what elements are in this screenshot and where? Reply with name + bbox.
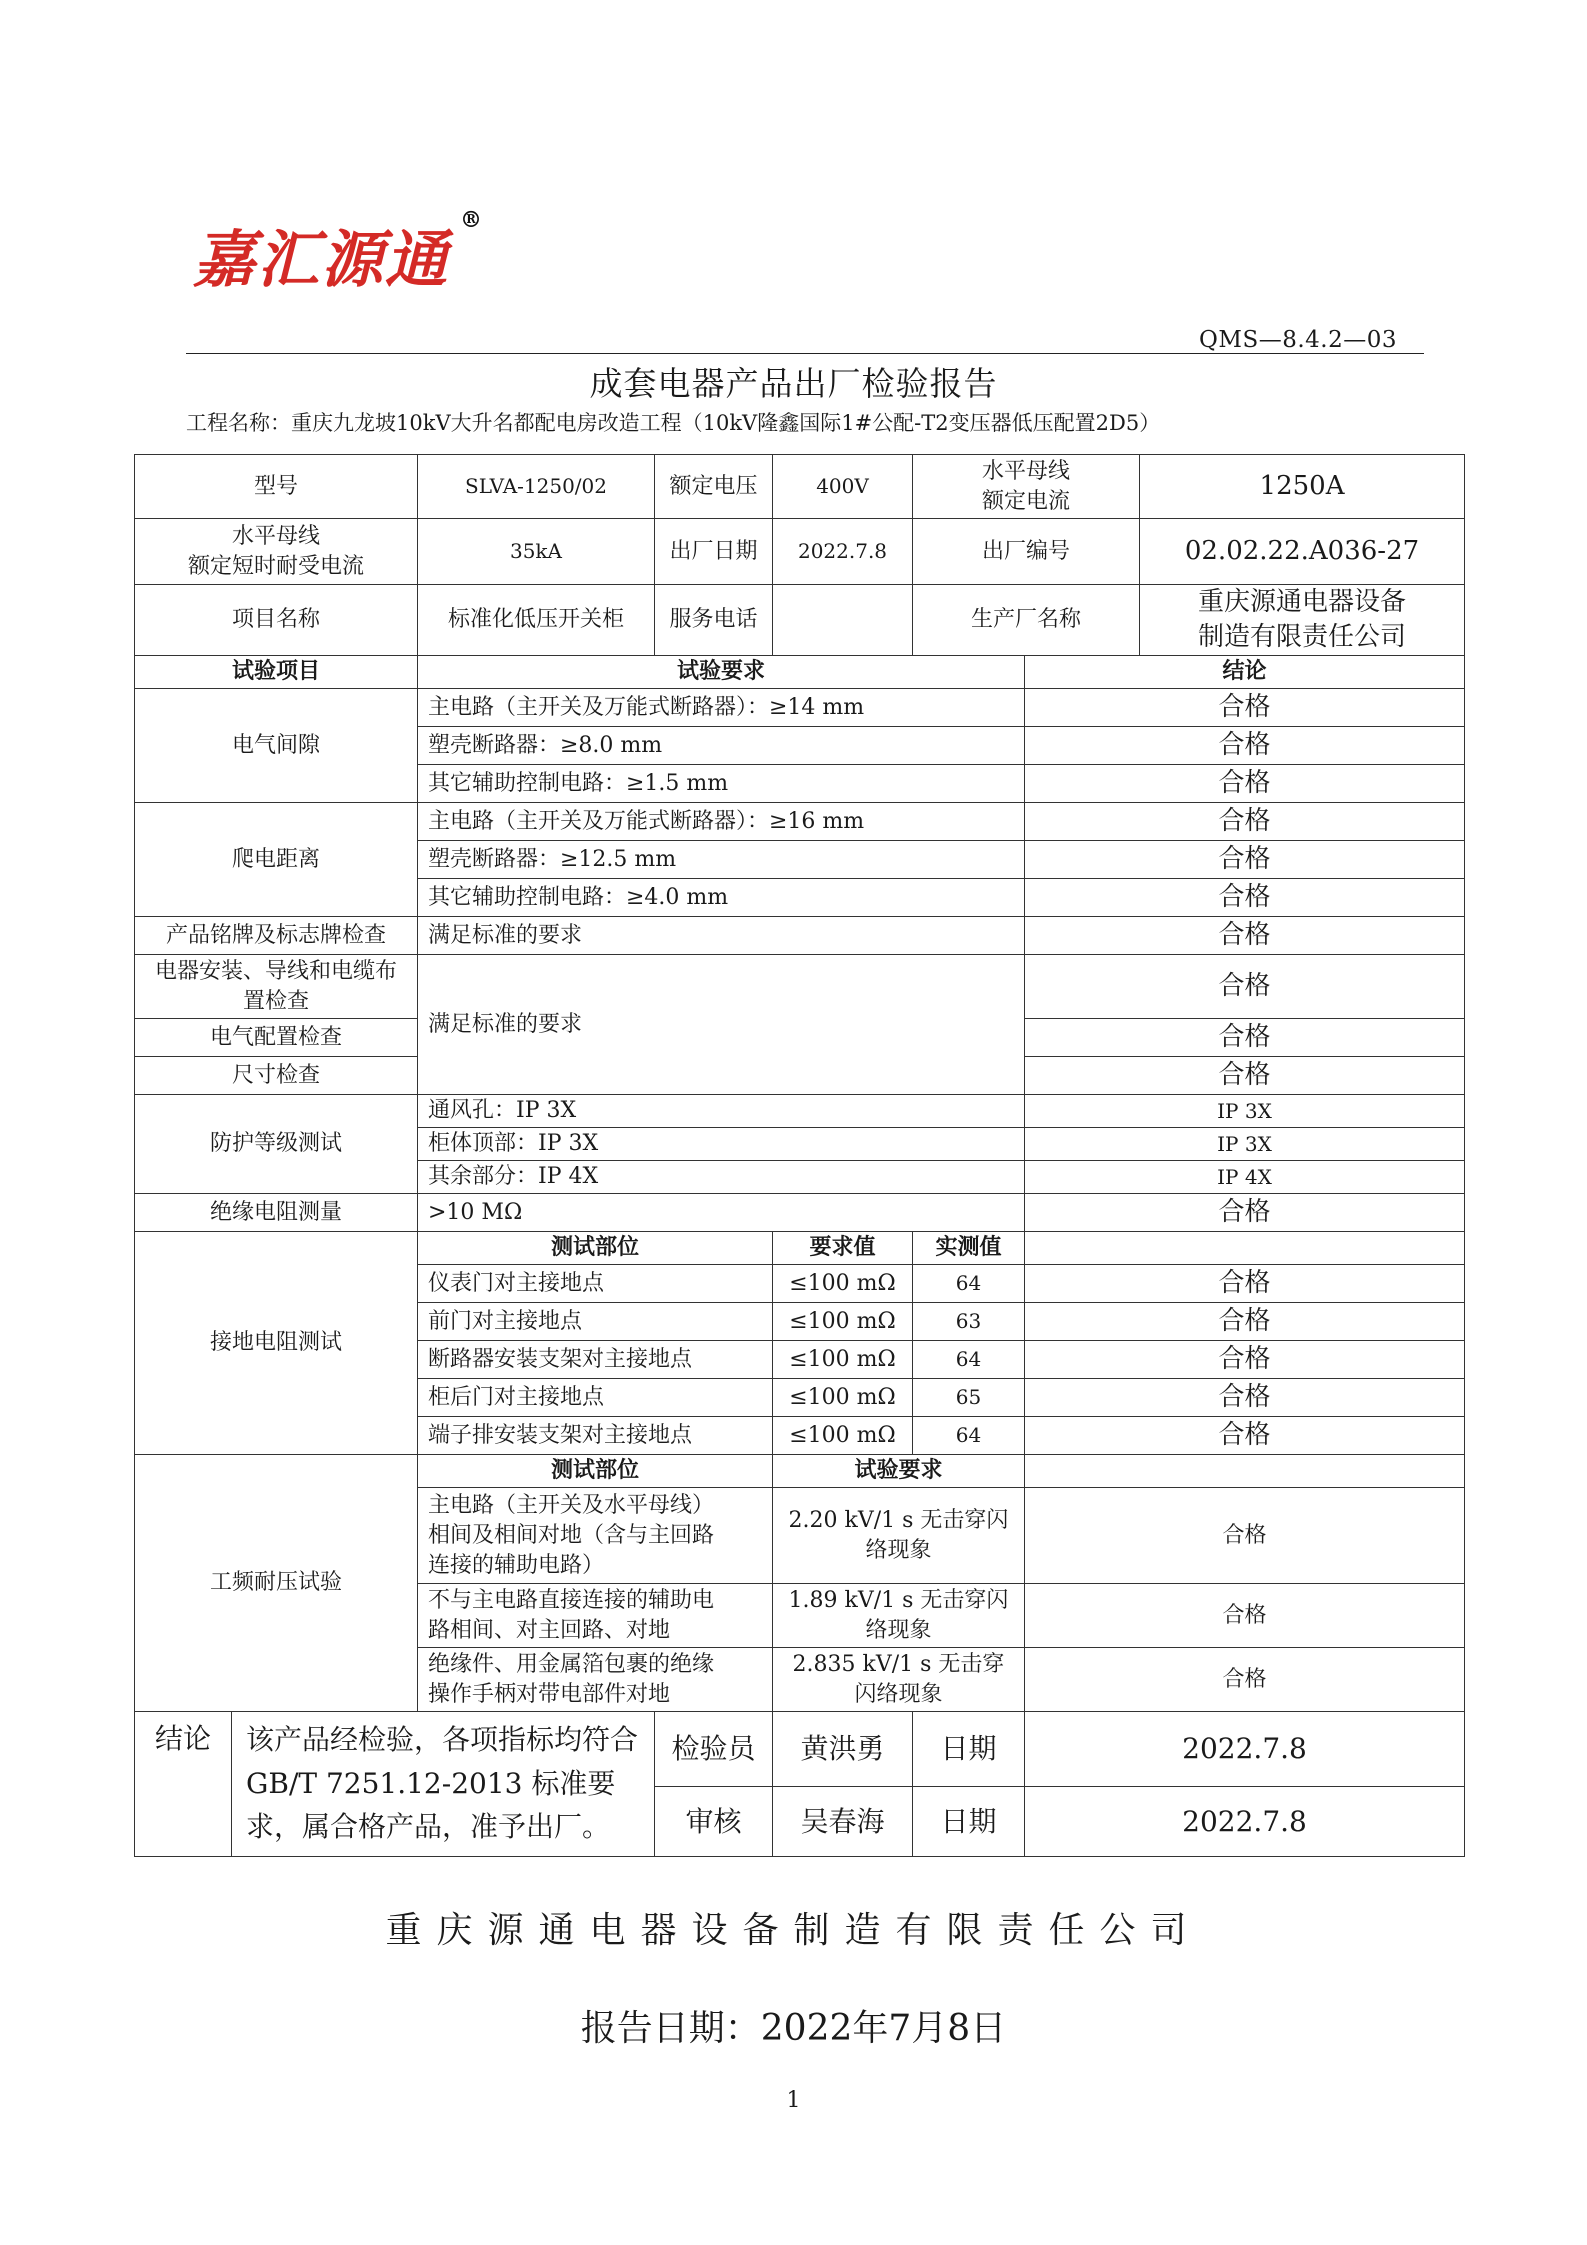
busbar-current-label (913, 455, 1140, 519)
creepage-label: 爬电距离 (135, 803, 418, 917)
grounding-part: 端子排安装支架对主接地点 (418, 1417, 773, 1455)
withstand-part-line: 主电路（主开关及水平母线） (428, 1493, 715, 1519)
grounding-part: 柜后门对主接地点 (418, 1379, 773, 1417)
creepage-result: 合格 (1025, 803, 1465, 841)
busbar-current-label-line1: 水平母线 (982, 458, 1071, 484)
withstand-part (418, 1584, 773, 1648)
withstand-req: 1.89 kV/1 s 无击穿闪络现象 (773, 1584, 1025, 1648)
creepage-result: 合格 (1025, 841, 1465, 879)
grounding-col-blank (1025, 1232, 1465, 1265)
ip-req: 通风孔：IP 3X (418, 1095, 1025, 1128)
withstand-label: 工频耐压试验 (135, 1455, 418, 1712)
factory-date-label: 出厂日期 (655, 519, 773, 585)
inspection-date: 2022.7.8 (1025, 1712, 1465, 1787)
header-test-item: 试验项目 (135, 656, 418, 689)
grounding-meas: 65 (913, 1379, 1025, 1417)
insulation-result: 合格 (1025, 1194, 1465, 1232)
maker-value-line1: 重庆源通电器设备 (1198, 587, 1407, 617)
withstand-result: 合格 (1025, 1584, 1465, 1648)
grounding-req: ≤100 mΩ (773, 1265, 913, 1303)
grounding-part: 仪表门对主接地点 (418, 1265, 773, 1303)
creepage-req: 其它辅助控制电路：≥4.0 mm (418, 879, 1025, 917)
shorttime-label-line1: 水平母线 (231, 523, 320, 549)
clearance-req: 塑壳断路器：≥8.0 mm (418, 727, 1025, 765)
document-code: QMS—8.4.2—03 (1199, 327, 1397, 353)
nameplate-result: 合格 (1025, 917, 1465, 955)
grounding-part: 断路器安装支架对主接地点 (418, 1341, 773, 1379)
install-label-line1: 电器安装、导线和电缆布 (154, 959, 397, 984)
clearance-label: 电气间隙 (135, 689, 418, 803)
voltage-value: 400V (773, 455, 913, 519)
nameplate-req: 满足标准的要求 (418, 917, 1025, 955)
dimension-label: 尺寸检查 (135, 1057, 418, 1095)
insulation-req: >10 MΩ (418, 1194, 1025, 1232)
grounding-col-part: 测试部位 (418, 1232, 773, 1265)
maker-value (1140, 585, 1465, 656)
inspector-name: 黄洪勇 (773, 1712, 913, 1787)
grounding-meas: 64 (913, 1265, 1025, 1303)
logo-text: 嘉汇源通 (193, 223, 450, 296)
clearance-result: 合格 (1025, 727, 1465, 765)
creepage-req: 塑壳断路器：≥12.5 mm (418, 841, 1025, 879)
withstand-part-line: 相间及相间对地（含与主回路 (428, 1522, 715, 1548)
registered-mark: ® (460, 207, 482, 233)
creepage-req: 主电路（主开关及万能式断路器）：≥16 mm (418, 803, 1025, 841)
withstand-part-line: 操作手柄对带电部件对地 (428, 1681, 671, 1707)
serial-label: 出厂编号 (913, 519, 1140, 585)
conclusion-label: 结论 (135, 1712, 232, 1856)
ip-label: 防护等级测试 (135, 1095, 418, 1194)
conclusion-block (135, 1712, 655, 1857)
withstand-req: 2.835 kV/1 s 无击穿闪络现象 (773, 1648, 1025, 1712)
report-date: 报告日期：2022年7月8日 (580, 2008, 1007, 2049)
voltage-label: 额定电压 (655, 455, 773, 519)
shorttime-label-line2: 额定短时耐受电流 (187, 553, 364, 579)
install-req: 满足标准的要求 (418, 955, 1025, 1095)
ip-result: IP 3X (1025, 1128, 1465, 1161)
install-result: 合格 (1025, 955, 1465, 1019)
grounding-result: 合格 (1025, 1417, 1465, 1455)
withstand-col-blank (1025, 1455, 1465, 1488)
withstand-result: 合格 (1025, 1648, 1465, 1712)
reviewer-label: 审核 (655, 1786, 773, 1857)
factory-date-value: 2022.7.8 (773, 519, 913, 585)
grounding-result: 合格 (1025, 1341, 1465, 1379)
withstand-req: 2.20 kV/1 s 无击穿闪络现象 (773, 1488, 1025, 1584)
grounding-req: ≤100 mΩ (773, 1417, 913, 1455)
footer-company: 重庆源通电器设备制造有限责任公司 (385, 1910, 1202, 1951)
config-result: 合格 (1025, 1019, 1465, 1057)
withstand-result: 合格 (1025, 1488, 1465, 1584)
install-label-line2: 置检查 (242, 988, 309, 1014)
inspector-label: 检验员 (655, 1712, 773, 1787)
serial-value: 02.02.22.A036-27 (1140, 519, 1465, 585)
report-title: 成套电器产品出厂检验报告 (589, 364, 998, 403)
project-name: 工程名称：重庆九龙坡10kV大升名都配电房改造工程（10kV隆鑫国际1#公配-T2变压器低压配置2D5） (186, 411, 1161, 435)
clearance-req: 其它辅助控制电路：≥1.5 mm (418, 765, 1025, 803)
project-item-value: 标准化低压开关柜 (418, 585, 655, 656)
install-label (135, 955, 418, 1019)
insulation-label: 绝缘电阻测量 (135, 1194, 418, 1232)
shorttime-value: 35kA (418, 519, 655, 585)
maker-label: 生产厂名称 (913, 585, 1140, 656)
header-result: 结论 (1025, 656, 1465, 689)
config-label: 电气配置检查 (135, 1019, 418, 1057)
reviewer-name: 吴春海 (773, 1786, 913, 1857)
grounding-result: 合格 (1025, 1265, 1465, 1303)
review-date-label: 日期 (913, 1786, 1025, 1857)
grounding-col-req: 要求值 (773, 1232, 913, 1265)
withstand-part (418, 1648, 773, 1712)
project-item-label: 项目名称 (135, 585, 418, 656)
page-number: 1 (786, 2088, 801, 2113)
review-date: 2022.7.8 (1025, 1786, 1465, 1857)
ip-req: 柜体顶部：IP 3X (418, 1128, 1025, 1161)
ip-result: IP 4X (1025, 1161, 1465, 1194)
header-rule (186, 353, 1424, 354)
grounding-result: 合格 (1025, 1379, 1465, 1417)
withstand-col-part: 测试部位 (418, 1455, 773, 1488)
grounding-label: 接地电阻测试 (135, 1232, 418, 1455)
inspection-date-label: 日期 (913, 1712, 1025, 1787)
grounding-part: 前门对主接地点 (418, 1303, 773, 1341)
withstand-part (418, 1488, 773, 1584)
inspection-table (134, 454, 1465, 1857)
header-test-req: 试验要求 (418, 656, 1025, 689)
nameplate-label: 产品铭牌及标志牌检查 (135, 917, 418, 955)
grounding-meas: 64 (913, 1341, 1025, 1379)
grounding-result: 合格 (1025, 1303, 1465, 1341)
conclusion-text: 该产品经检验，各项指标均符合 GB/T 7251.12-2013 标准要求，属合格产品，准予出厂。 (246, 1723, 639, 1843)
withstand-part-line: 连接的辅助电路） (428, 1552, 605, 1578)
clearance-result: 合格 (1025, 689, 1465, 727)
company-logo (193, 215, 493, 305)
grounding-meas: 63 (913, 1303, 1025, 1341)
grounding-meas: 64 (913, 1417, 1025, 1455)
maker-value-line2: 制造有限责任公司 (1198, 622, 1407, 653)
phone-label: 服务电话 (655, 585, 773, 656)
grounding-col-meas: 实测值 (913, 1232, 1025, 1265)
phone-value (773, 585, 913, 656)
withstand-part-line: 路相间、对主回路、对地 (428, 1617, 671, 1643)
ip-result: IP 3X (1025, 1095, 1465, 1128)
busbar-current-value: 1250A (1140, 455, 1465, 519)
busbar-current-label-line2: 额定电流 (982, 488, 1071, 514)
grounding-req: ≤100 mΩ (773, 1303, 913, 1341)
creepage-result: 合格 (1025, 879, 1465, 917)
dimension-result: 合格 (1025, 1057, 1465, 1095)
grounding-req: ≤100 mΩ (773, 1341, 913, 1379)
model-value: SLVA-1250/02 (418, 455, 655, 519)
withstand-part-line: 不与主电路直接连接的辅助电 (428, 1588, 715, 1613)
withstand-col-req: 试验要求 (773, 1455, 1025, 1488)
withstand-part-line: 绝缘件、用金属箔包裹的绝缘 (428, 1652, 715, 1677)
shorttime-label (135, 519, 418, 585)
model-label: 型号 (135, 455, 418, 519)
clearance-req: 主电路（主开关及万能式断路器）：≥14 mm (418, 689, 1025, 727)
clearance-result: 合格 (1025, 765, 1465, 803)
grounding-req: ≤100 mΩ (773, 1379, 913, 1417)
ip-req: 其余部分：IP 4X (418, 1161, 1025, 1194)
